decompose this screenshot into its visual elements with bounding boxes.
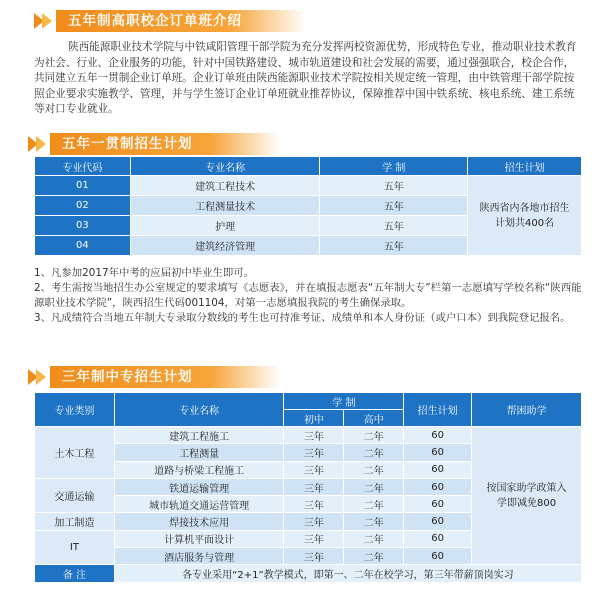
section-banner-five-year-order-class xyxy=(34,10,306,32)
cell-name: 工程测量技术 xyxy=(130,196,320,216)
cell-junior: 三年 xyxy=(284,513,344,530)
cell-name: 工程测量 xyxy=(114,444,284,461)
header-name: 专业名称 xyxy=(114,393,284,427)
notes-list xyxy=(34,266,582,326)
section-banner-five-year-plan xyxy=(28,133,280,155)
cell-junior: 三年 xyxy=(284,461,344,478)
cell-junior: 三年 xyxy=(284,496,344,513)
cell-junior: 三年 xyxy=(284,548,344,565)
cell-category: 加工制造 xyxy=(35,513,115,530)
cell-name: 计算机平面设计 xyxy=(114,530,284,547)
table-header-row xyxy=(35,157,582,176)
header-senior: 高中 xyxy=(344,410,404,427)
table-remark-row xyxy=(35,565,582,582)
header-junior: 初中 xyxy=(284,410,344,427)
note-item: 1、凡参加2017年中考的应届初中毕业生即可。 xyxy=(34,267,255,279)
cell-name: 建筑工程技术 xyxy=(130,176,320,196)
cell-plan: 60 xyxy=(404,461,472,478)
cell-name: 焊接技术应用 xyxy=(114,513,284,530)
cell-plan: 60 xyxy=(404,478,472,495)
cell-category: 土木工程 xyxy=(35,427,115,479)
header-aid: 帮困助学 xyxy=(472,393,582,427)
cell-senior: 二年 xyxy=(344,548,404,565)
cell-name: 铁道运输管理 xyxy=(114,478,284,495)
table-row xyxy=(35,176,582,196)
cell-years: 五年 xyxy=(320,236,468,256)
cell-name: 护理 xyxy=(130,216,320,236)
cell-name: 建筑工程施工 xyxy=(114,427,284,444)
cell-aid: 按国家助学政策入学即减免800 xyxy=(472,427,582,565)
cell-name: 道路与桥梁工程施工 xyxy=(114,461,284,478)
cell-category: IT xyxy=(35,530,115,565)
header-code: 专业代码 xyxy=(35,157,131,176)
section-title: 五年制高职校企订单班介绍 xyxy=(56,10,306,32)
cell-code: 02 xyxy=(35,196,131,216)
cell-senior: 二年 xyxy=(344,461,404,478)
cell-name: 城市轨道交通运营管理 xyxy=(114,496,284,513)
cell-junior: 三年 xyxy=(284,478,344,495)
cell-plan: 60 xyxy=(404,496,472,513)
cell-code: 01 xyxy=(35,176,131,196)
section-banner-three-year-plan xyxy=(28,366,280,388)
remark-text: 各专业采用“2+1”教学模式，即第一、二年在校学习，第三年带薪顶岗实习 xyxy=(114,565,581,582)
cell-senior: 二年 xyxy=(344,478,404,495)
section-title: 五年一贯制招生计划 xyxy=(50,133,280,155)
cell-plan: 60 xyxy=(404,530,472,547)
cell-plan: 60 xyxy=(404,427,472,444)
cell-name: 建筑经济管理 xyxy=(130,236,320,256)
intro-text: 陕西能源职业技术学院与中铁咸阳管理干部学院为充分发挥两校资源优势，形成特色专业，推动职业技术教育为社会、行业、企业服务的功能，针对中国铁路建设、城市轨道建设和社会发展的需要，通过强强联合，校企合作，共同建立五年一贯制企业订单班。企业订单班由陕西能源职业技术学院按相关规定统一管理，由中铁管理干部学院按照企业要求实施教学、管理，并与学生签订企业订单班就业推荐协议，保障推荐中国中铁系统、核电系统、建工系统等对口专业就业。 xyxy=(34,41,577,115)
cell-senior: 二年 xyxy=(344,444,404,461)
cell-senior: 二年 xyxy=(344,496,404,513)
cell-plan: 60 xyxy=(404,548,472,565)
cell-code: 04 xyxy=(35,236,131,256)
cell-plan: 陕西省内各地市招生计划共400名 xyxy=(468,176,582,256)
table-row xyxy=(35,427,582,444)
chevron-right-icon xyxy=(34,10,56,32)
cell-name: 酒店服务与管理 xyxy=(114,548,284,565)
header-years: 学 制 xyxy=(284,393,404,410)
cell-senior: 二年 xyxy=(344,530,404,547)
section-title: 三年制中专招生计划 xyxy=(50,366,280,388)
cell-code: 03 xyxy=(35,216,131,236)
header-plan: 招生计划 xyxy=(468,157,582,176)
header-years: 学 制 xyxy=(320,157,468,176)
cell-senior: 二年 xyxy=(344,427,404,444)
header-category: 专业类别 xyxy=(35,393,115,427)
chevron-right-icon xyxy=(28,133,50,155)
cell-junior: 三年 xyxy=(284,444,344,461)
remark-label: 备 注 xyxy=(35,565,115,582)
cell-years: 五年 xyxy=(320,176,468,196)
header-name: 专业名称 xyxy=(130,157,320,176)
table-header-row xyxy=(35,393,582,410)
header-plan: 招生计划 xyxy=(404,393,472,427)
cell-senior: 二年 xyxy=(344,513,404,530)
cell-years: 五年 xyxy=(320,196,468,216)
cell-junior: 三年 xyxy=(284,530,344,547)
cell-category: 交通运输 xyxy=(35,478,115,513)
five-year-plan-table xyxy=(34,156,582,256)
cell-plan: 60 xyxy=(404,444,472,461)
cell-junior: 三年 xyxy=(284,427,344,444)
chevron-right-icon xyxy=(28,366,50,388)
three-year-plan-table xyxy=(34,392,582,583)
cell-years: 五年 xyxy=(320,216,468,236)
note-item: 3、凡成绩符合当地五年制大专录取分数线的考生也可持准考证、成绩单和本人身份证（或户口本）到我院登记报名。 xyxy=(34,312,571,324)
cell-plan: 60 xyxy=(404,513,472,530)
note-item: 2、考生需按当地招生办公室规定的要求填写《志愿表》，并在填报志愿表“五年制大专”栏第一志愿填写学校名称“陕西能源职业技术学院”，陕西招生代码001104，对第一志愿填报我院的考生确保录取。 xyxy=(34,282,582,309)
intro-paragraph xyxy=(34,40,582,118)
